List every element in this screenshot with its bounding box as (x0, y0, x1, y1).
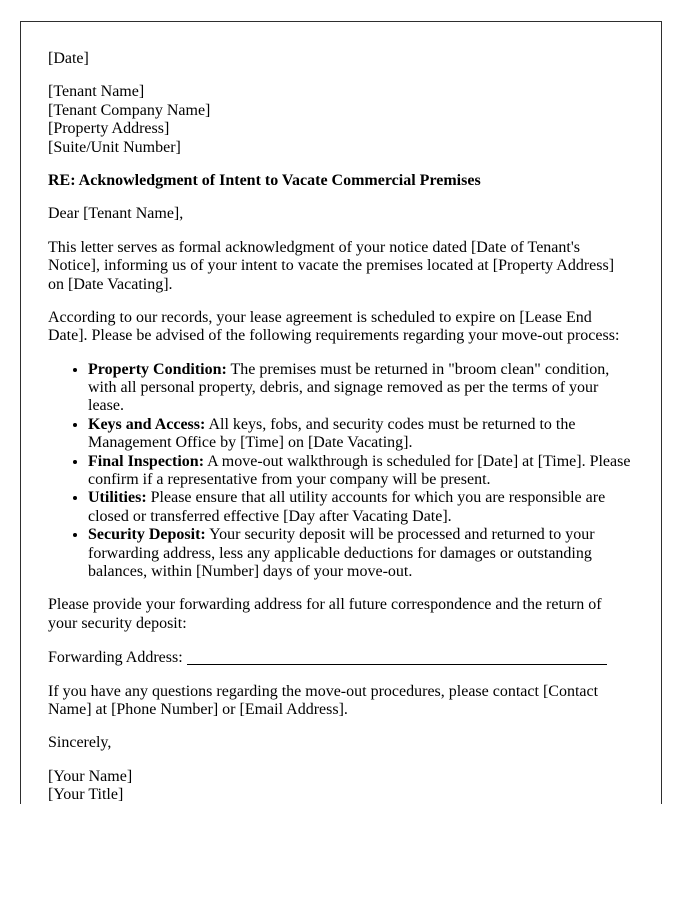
requirement-label: Final Inspection: (88, 452, 205, 470)
recipient-block: [Tenant Name] [Tenant Company Name] [Property Address] [Suite/Unit Number] (48, 83, 211, 156)
requirement-label: Keys and Access: (88, 415, 206, 433)
forwarding-paragraph: Please provide your forwarding address for all future correspondence and the return of your security deposit: (48, 596, 602, 632)
signature-block: [Your Name] [Your Title] (48, 767, 133, 804)
requirement-item: • Keys and Access: All keys, fobs, and security codes must be returned to the Management Office by [Time] on [Date Vacating]. (88, 416, 634, 453)
requirement-item: • Utilities: Please ensure that all utility accounts for which you are responsible are closed or transferred effective [Day after Vacating Date]. (88, 489, 634, 526)
requirement-item: • Final Inspection: A move-out walkthrough is scheduled for [Date] at [Time]. Please confirm if a representative from your company will be present. (88, 453, 634, 490)
subject-line: RE: Acknowledgment of Intent to Vacate Commercial Premises (48, 171, 481, 189)
letter-date: [Date] (48, 50, 89, 67)
requirement-label: Security Deposit: (88, 526, 206, 544)
questions-paragraph: If you have any questions regarding the move-out procedures, please contact [Contact Name] at [Phone Number] or [Email Address]. (48, 682, 599, 718)
intro-paragraph: This letter serves as formal acknowledgment of your notice dated [Date of Tenant's Notice], informing us of your intent to vacate the premises located at [Property Address] on [Date Vacating]. (48, 238, 615, 293)
requirement-label: Utilities: (88, 489, 147, 507)
requirement-item: • Security Deposit: Your security deposit will be processed and returned to your forwarding address, less any applicable deductions for damages or outstanding balances, within [Number] days of your move-out. (88, 526, 634, 581)
closing: Sincerely, (48, 734, 112, 752)
requirement-item: • Property Condition: The premises must be returned in "broom clean" condition, with all personal property, debris, and signage removed as per the terms of your lease. (88, 361, 634, 416)
letter-page (20, 21, 662, 804)
requirements-list (48, 361, 634, 582)
forwarding-address-row (48, 648, 634, 667)
forwarding-address-label: Forwarding Address: (48, 649, 183, 667)
requirement-label: Property Condition: (88, 360, 227, 378)
records-paragraph: According to our records, your lease agreement is scheduled to expire on [Lease End Date]. Please be advised of the following requirements regarding your move-out process: (48, 308, 620, 345)
salutation: Dear [Tenant Name], (48, 205, 184, 223)
forwarding-address-blank-line (187, 648, 607, 665)
